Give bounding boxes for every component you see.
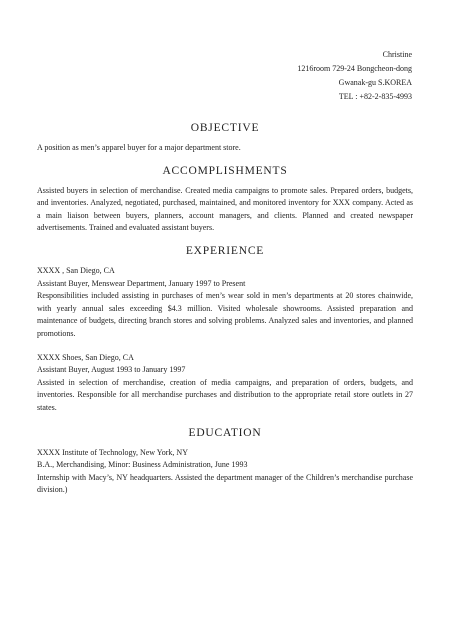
experience-company: XXXX Shoes, San Diego, CA <box>37 352 134 362</box>
experience-description: Assisted in selection of merchandise, creation of media campaigns, and preparation of orders, budgets, and inventories. Responsible for all merchandise purchases and distribution to the appropriate retail store outlets in 27 states. <box>37 377 413 412</box>
accomplishments-heading: ACCOMPLISHMENTS <box>162 164 288 177</box>
education-heading: EDUCATION <box>188 426 262 439</box>
education-entry <box>37 447 413 497</box>
objective-heading: OBJECTIVE <box>190 122 260 134</box>
experience-description: Responsibilities included assisting in purchases of men’s wear sold in men’s departments at 20 stores chainwide, with yearly annual sales exceeding $4.3 million. Visited wholesale showrooms. Assisted preparation and maintenance of budgets, directing branch stores and solving problems. Analyzed sales and inventories, and planned promotions. <box>37 291 413 338</box>
experience-position: Assistant Buyer, Menswear Department, January 1997 to Present <box>37 278 246 288</box>
education-institution: XXXX Institute of Technology, New York, NY <box>37 447 188 457</box>
contact-name: Christine <box>382 50 412 59</box>
contact-address-line1: 1216room 729-24 Bongcheon-dong <box>297 64 412 73</box>
experience-heading: EXPERIENCE <box>185 244 265 257</box>
objective-text: A position as men’s apparel buyer for a major department store. <box>37 143 241 152</box>
contact-phone: TEL : +82-2-835-4993 <box>338 92 412 101</box>
contact-address-line2: Gwanak-gu S.KOREA <box>338 78 412 87</box>
experience-company: XXXX , San Diego, CA <box>37 265 115 275</box>
education-degree: B.A., Merchandising, Minor: Business Administration, June 1993 <box>37 460 248 470</box>
education-internship: Internship with Macy’s, NY headquarters. Assisted the department manager of the Children’s merchandise purchase division.) <box>37 472 413 495</box>
accomplishments-text: Assisted buyers in selection of merchandise. Created media campaigns to promote sales. Prepared orders, budgets, and inventories. Analyzed, negotiated, purchased, maintained, and monitored inventory for XXX company. Acted as a main liaison between buyers, planners, account managers, and clients. Planned and created newspaper advertisements. Trained and evaluated assistant buyers. <box>37 185 413 233</box>
experience-entry-1 <box>37 265 413 341</box>
experience-entry-2 <box>37 352 413 415</box>
contact-block <box>37 48 412 104</box>
experience-position: Assistant Buyer, August 1993 to January 1997 <box>37 365 186 375</box>
